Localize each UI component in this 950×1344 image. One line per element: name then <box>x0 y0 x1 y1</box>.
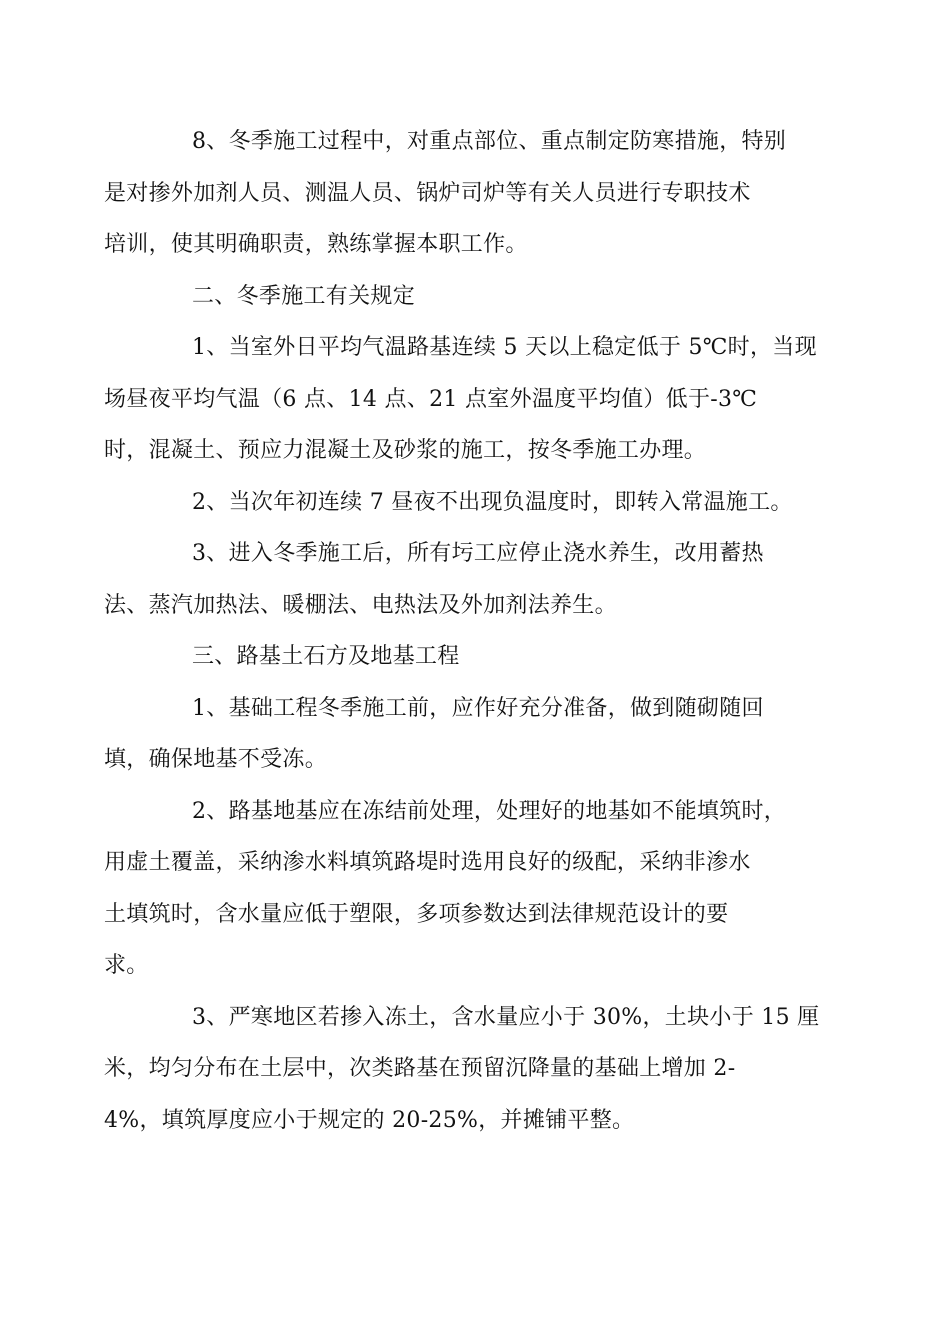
text-line: 场昼夜平均气温（6 点、14 点、21 点室外温度平均值）低于-3℃ <box>104 386 758 412</box>
text-line: 填，确保地基不受冻。 <box>104 747 328 772</box>
text-line: 4%，填筑厚度应小于规定的 20-25%，并摊铺平整。 <box>104 1107 635 1133</box>
document-body <box>104 116 820 1146</box>
paragraph-rule-1 <box>104 322 817 477</box>
text-line: 3、严寒地区若掺入冻土，含水量应小于 30%，土块小于 15 厘 <box>192 1004 820 1030</box>
paragraph-earthwork-3 <box>104 992 820 1147</box>
paragraph-rule-2 <box>148 477 808 529</box>
text-line: 时，混凝土、预应力混凝土及砂浆的施工，按冬季施工办理。 <box>104 438 707 463</box>
text-line: 培训，使其明确职责，熟练掌握本职工作。 <box>104 232 528 257</box>
text-line: 2、路基地基应在冻结前处理，处理好的地基如不能填筑时， <box>192 798 787 824</box>
text-line: 1、当室外日平均气温路基连续 5 天以上稳定低于 5℃时，当现 <box>192 335 817 360</box>
text-line: 1、基础工程冬季施工前，应作好充分准备，做到随砌随回 <box>192 695 764 721</box>
section-heading-2 <box>148 271 808 323</box>
paragraph-winter-training <box>104 116 808 271</box>
text-line: 法、蒸汽加热法、暖棚法、电热法及外加剂法养生。 <box>104 592 617 618</box>
paragraph-earthwork-1 <box>104 683 808 786</box>
text-line: 二、冬季施工有关规定 <box>192 283 416 309</box>
text-line: 三、路基土石方及地基工程 <box>192 644 460 669</box>
text-line: 用虚土覆盖，采纳渗水料填筑路堤时选用良好的级配，采纳非渗水 <box>104 850 751 875</box>
text-line: 米，均匀分布在土层中，次类路基在预留沉降量的基础上增加 2- <box>104 1056 736 1081</box>
text-line: 求。 <box>104 953 149 978</box>
section-heading-3 <box>148 631 808 683</box>
text-line: 8、冬季施工过程中，对重点部位、重点制定防寒措施，特别 <box>192 129 787 154</box>
paragraph-earthwork-2 <box>104 786 808 992</box>
paragraph-rule-3 <box>104 528 808 631</box>
text-line: 3、进入冬季施工后，所有圬工应停止浇水养生，改用蓄热 <box>192 541 764 566</box>
text-line: 是对掺外加剂人员、测温人员、锅炉司炉等有关人员进行专职技术 <box>104 180 751 206</box>
text-line: 2、当次年初连续 7 昼夜不出现负温度时，即转入常温施工。 <box>192 489 793 515</box>
text-line: 土填筑时，含水量应低于塑限，多项参数达到法律规范设计的要 <box>104 901 729 927</box>
